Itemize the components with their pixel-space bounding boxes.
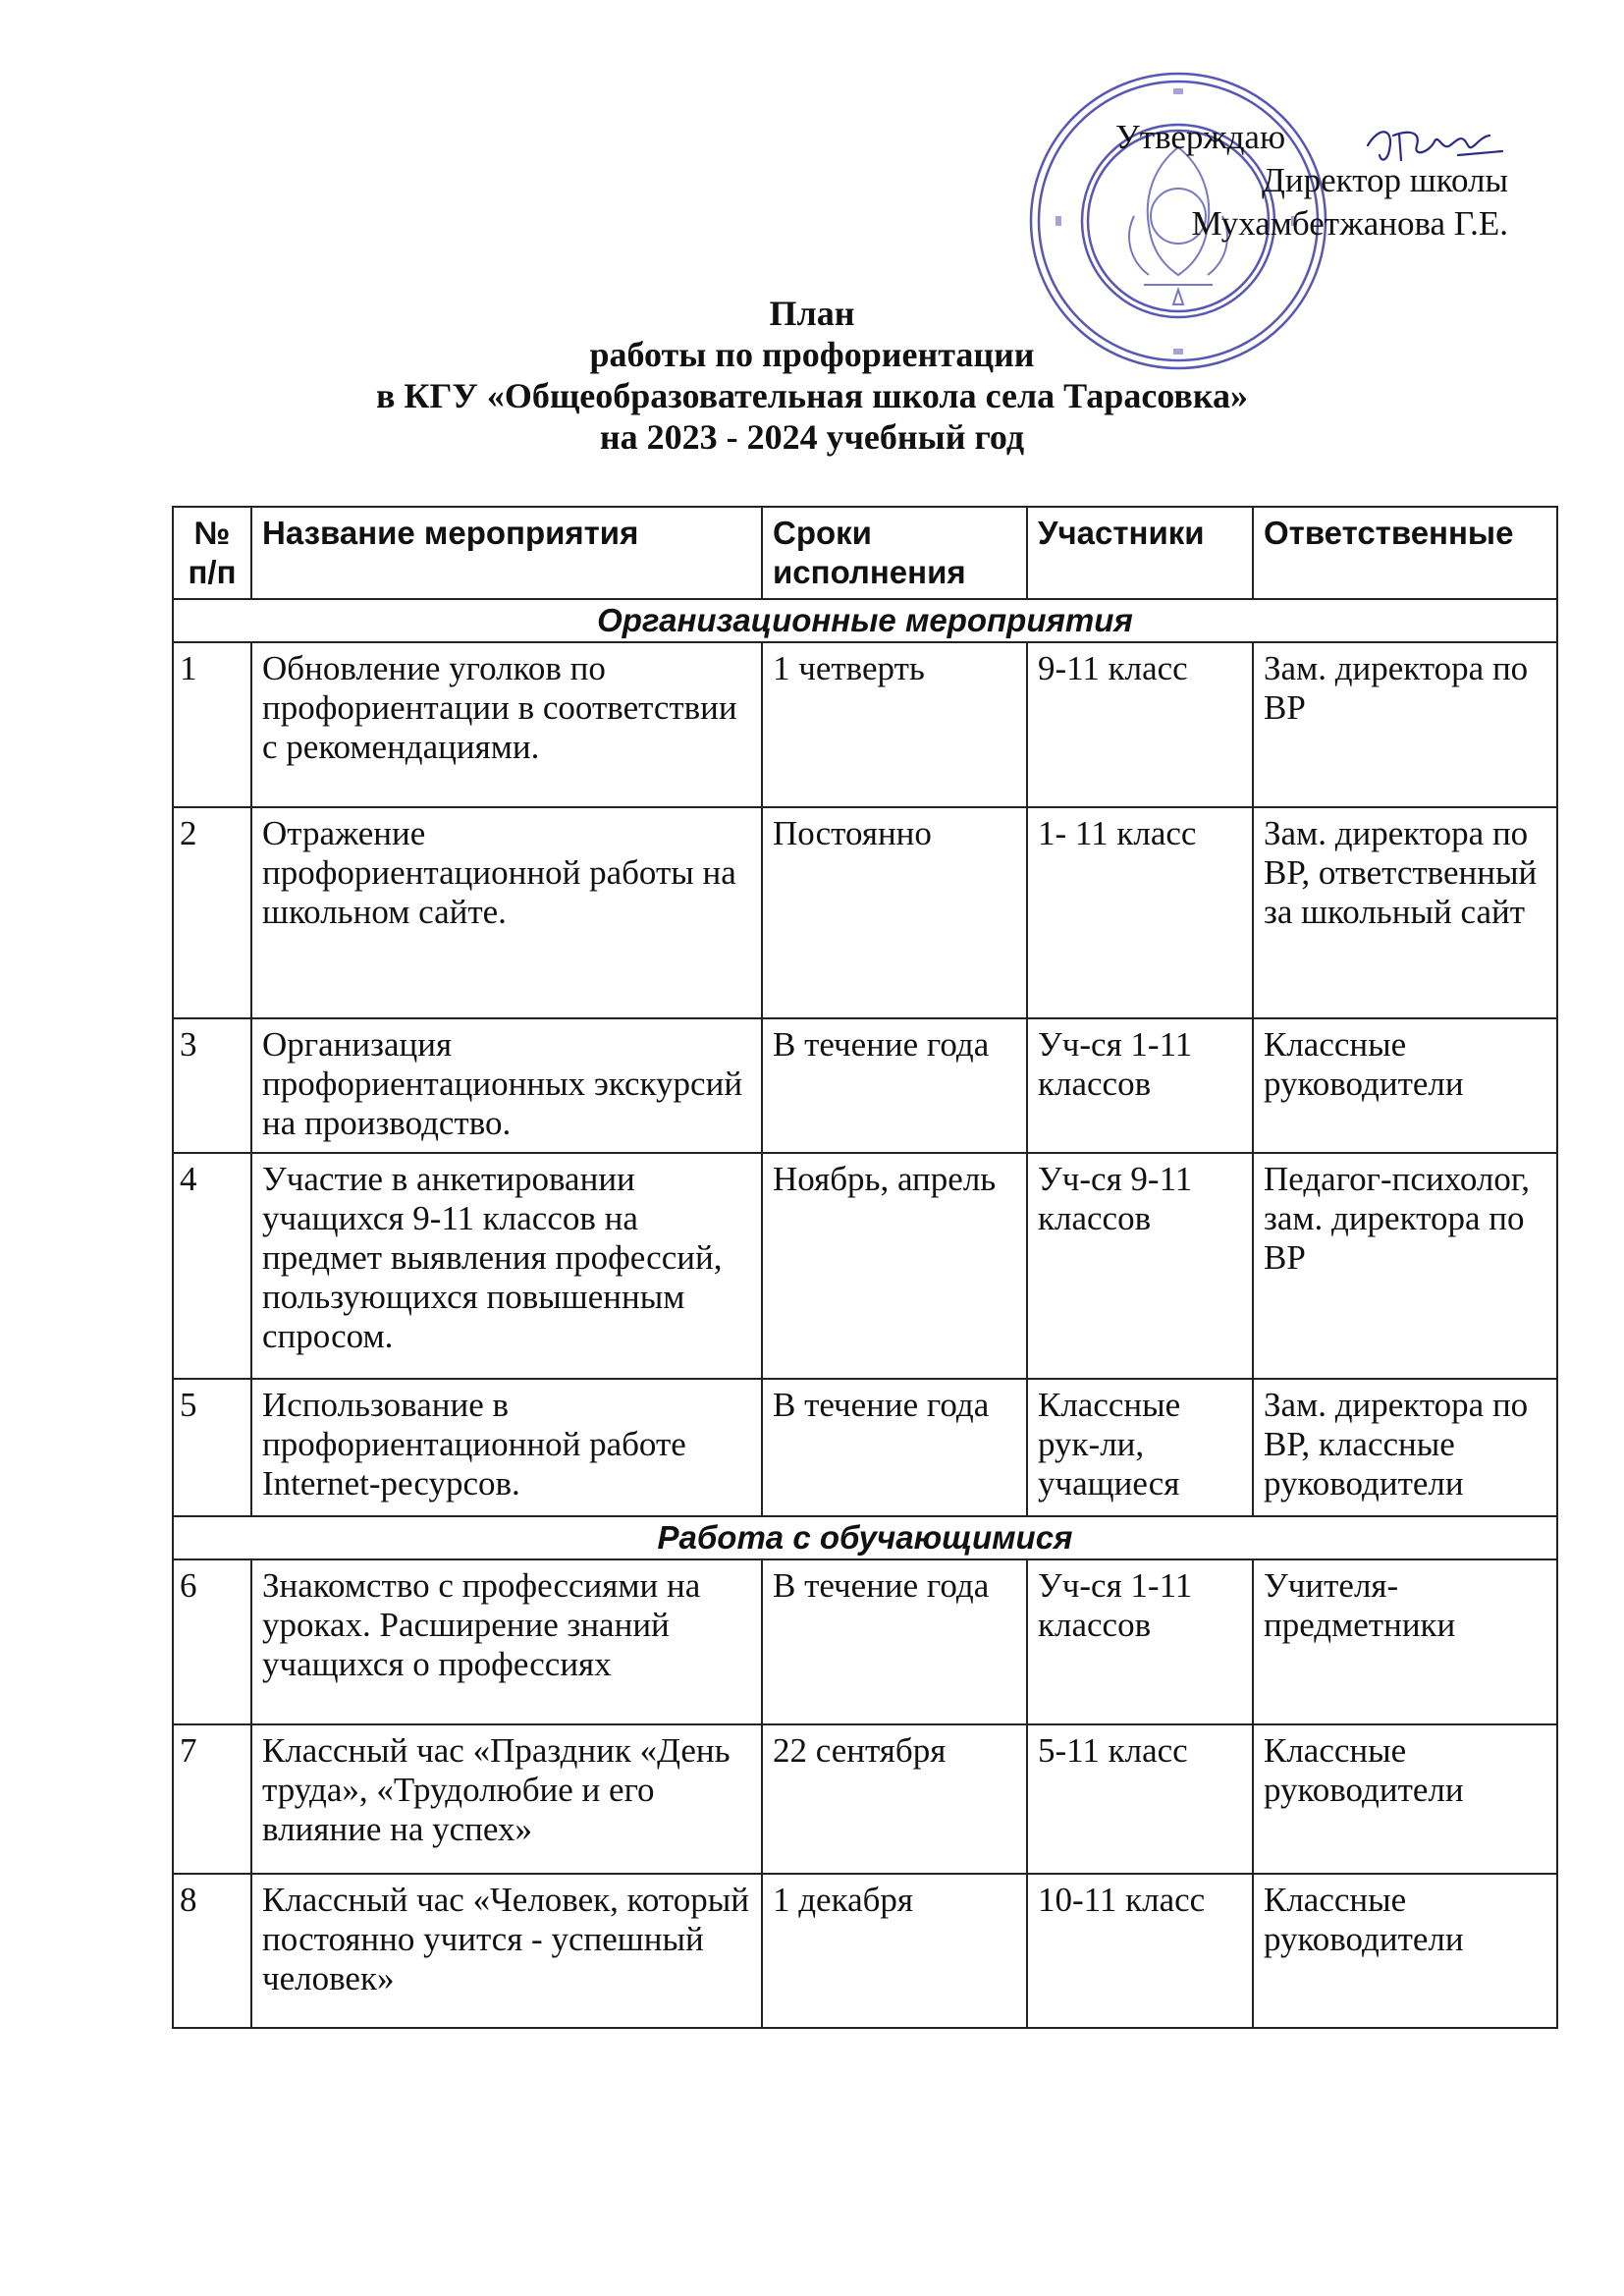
header-name: Название мероприятия	[251, 507, 762, 599]
cell-term: 1 четверть	[762, 642, 1027, 807]
table-row	[173, 1559, 1557, 1724]
approval-label: Утверждаю	[1115, 118, 1286, 156]
table-row	[173, 642, 1557, 807]
cell-responsible: Зам. директора по ВР	[1253, 642, 1557, 807]
cell-responsible: Зам. директора по ВР, классные руководители	[1253, 1379, 1557, 1516]
cell-responsible: Учителя-предметники	[1253, 1559, 1557, 1724]
title-line-1: План	[769, 294, 855, 333]
cell-participants: Уч-ся 1-11 классов	[1027, 1559, 1253, 1724]
title-line-4: на 2023 - 2024 учебный год	[599, 417, 1025, 457]
title-line-2: работы по профориентации	[589, 335, 1035, 374]
cell-num: 8	[173, 1874, 251, 2028]
cell-name: Участие в анкетировании учащихся 9-11 классов на предмет выявления профессий, пользующихся повышенным спросом.	[251, 1153, 762, 1379]
plan-table	[172, 506, 1558, 2029]
cell-responsible: Зам. директора по ВР, ответственный за школьный сайт	[1253, 807, 1557, 1018]
header-num: № п/п	[173, 507, 251, 599]
table-row	[173, 1379, 1557, 1516]
cell-term: В течение года	[762, 1379, 1027, 1516]
cell-participants: Уч-ся 9-11 классов	[1027, 1153, 1253, 1379]
cell-name: Отражение профориентационной работы на школьном сайте.	[251, 807, 762, 1018]
cell-num: 1	[173, 642, 251, 807]
section-row	[173, 1516, 1557, 1559]
cell-term: В течение года	[762, 1559, 1027, 1724]
section-row	[173, 599, 1557, 642]
header-term: Сроки исполнения	[762, 507, 1027, 599]
cell-num: 4	[173, 1153, 251, 1379]
cell-num: 6	[173, 1559, 251, 1724]
cell-participants: 5-11 класс	[1027, 1724, 1253, 1874]
table-row	[173, 807, 1557, 1018]
cell-responsible: Педагог-психолог, зам. директора по ВР	[1253, 1153, 1557, 1379]
section-title: Организационные мероприятия	[173, 599, 1557, 642]
table-row	[173, 1018, 1557, 1153]
cell-name: Организация профориентационных экскурсий на производство.	[251, 1018, 762, 1153]
cell-responsible: Классные руководители	[1253, 1874, 1557, 2028]
approval-director-name: Мухамбетжанова Г.Е.	[1191, 204, 1508, 243]
section-title: Работа с обучающимися	[173, 1516, 1557, 1559]
cell-num: 5	[173, 1379, 251, 1516]
cell-term: 1 декабря	[762, 1874, 1027, 2028]
cell-name: Обновление уголков по профориентации в соответствии с рекомендациями.	[251, 642, 762, 807]
cell-participants: 9-11 класс	[1027, 642, 1253, 807]
cell-responsible: Классные руководители	[1253, 1018, 1557, 1153]
cell-participants: 10-11 класс	[1027, 1874, 1253, 2028]
table-row	[173, 1874, 1557, 2028]
table-row	[173, 1153, 1557, 1379]
approval-position: Директор школы	[1262, 161, 1508, 199]
title-line-3: в КГУ «Общеобразовательная школа села Тарасовка»	[375, 376, 1249, 415]
header-responsible: Ответственные	[1253, 507, 1557, 599]
cell-name: Классный час «Праздник «День труда», «Трудолюбие и его влияние на успех»	[251, 1724, 762, 1874]
cell-responsible: Классные руководители	[1253, 1724, 1557, 1874]
cell-participants: Классные рук-ли, учащиеся	[1027, 1379, 1253, 1516]
cell-name: Использование в профориентационной работе Internet-ресурсов.	[251, 1379, 762, 1516]
header-participants: Участники	[1027, 507, 1253, 599]
approval-block	[1096, 116, 1508, 246]
cell-term: 22 сентября	[762, 1724, 1027, 1874]
cell-term: Ноябрь, апрель	[762, 1153, 1027, 1379]
table-row	[173, 1724, 1557, 1874]
cell-term: Постоянно	[762, 807, 1027, 1018]
cell-num: 3	[173, 1018, 251, 1153]
cell-name: Классный час «Человек, который постоянно учится - успешный человек»	[251, 1874, 762, 2028]
cell-num: 7	[173, 1724, 251, 1874]
cell-num: 2	[173, 807, 251, 1018]
cell-participants: Уч-ся 1-11 классов	[1027, 1018, 1253, 1153]
cell-term: В течение года	[762, 1018, 1027, 1153]
document-title	[0, 293, 1624, 458]
table-header-row	[173, 507, 1557, 599]
cell-participants: 1- 11 класс	[1027, 807, 1253, 1018]
cell-name: Знакомство с профессиями на уроках. Расширение знаний учащихся о профессиях	[251, 1559, 762, 1724]
